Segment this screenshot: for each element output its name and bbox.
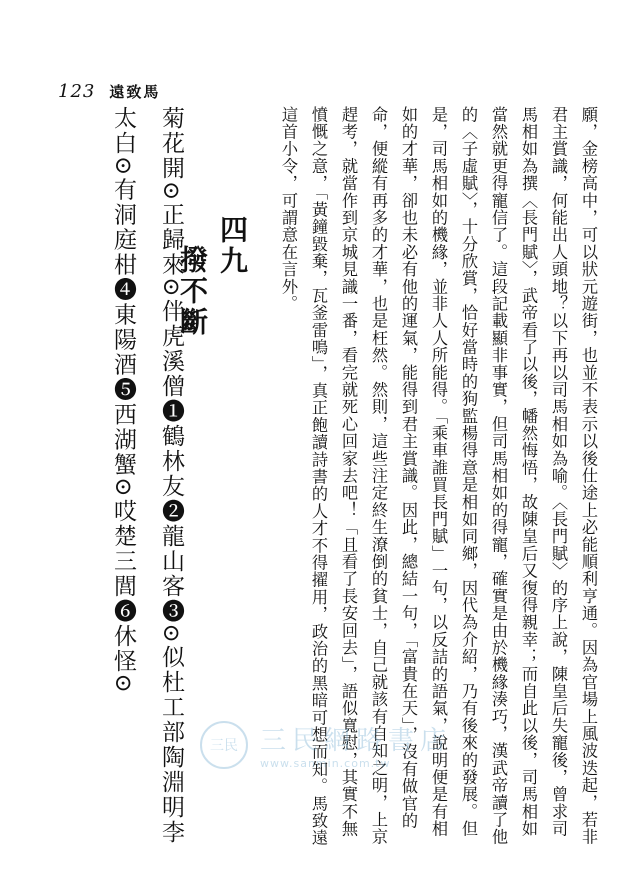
watermark-url: www.sanmin.com.tw bbox=[260, 757, 391, 770]
poem-line: 太白⊙有洞庭柑❹東陽酒❺西湖蟹⊙哎楚三閭❻休怪⊙ bbox=[110, 106, 136, 695]
watermark-seal-icon: 三民 bbox=[200, 721, 248, 769]
poem-line: 菊花開⊙正歸來⊙伴虎溪僧❶鶴林友❷龍山客❸⊙似杜工部陶淵明李 bbox=[158, 106, 184, 845]
page-number: 123 bbox=[58, 80, 96, 102]
watermark bbox=[200, 715, 500, 775]
watermark-name: 三民網路書店 bbox=[260, 726, 453, 756]
running-title: 遠致馬 bbox=[109, 82, 161, 101]
page-header bbox=[58, 80, 160, 102]
poem-text bbox=[95, 106, 195, 864]
section-number: 四九 bbox=[216, 215, 249, 277]
section-title: 撥不斷 bbox=[176, 245, 209, 338]
section-heading bbox=[176, 215, 252, 375]
commentary-paragraph: 願，金榜高中，可以狀元遊街，也並不表示以後仕途上必能順利亨通。因為官場上風波迭起，若非君主賞識，何能出人頭地？以下再以司馬相如為喻。〈長門賦〉的序上說，陳皇后失寵後，曾求司馬相如為撰〈長門賦〉，武帝看了以後，幡然悔悟，故陳皇后又復得親幸；而自此以後，司馬相如當然就更得寵信了。這段記載顯非事實，但司馬相如的得寵，確實是由於機緣湊巧，漢武帝讀了他的〈子虛賦〉，十分欣賞，恰好當時的狗監楊得意是相如同鄉，因代為介紹，乃有後來的發展。但是，司馬相如的機緣，並非人人所能得。「乘車誰買長門賦」一句，以反詰的語氣，說明便是有相如的才華，卻也未必有他的運氣，能得到君主賞識。因此，總結一句，「富貴在天」，沒有做官的命，便縱有再多的才華，也是枉然。然則，這些注定終生潦倒的貧士，自己就該有自知之明，上京趕考，就當作到京城見識一番，看完就死心回家去吧！「且看了長安回去」，語似寬慰，其實不無憤慨之意，「黃鐘毀棄，瓦釜雷鳴」，真正飽讀詩書的人才不得擢用，政治的黑暗可想而知。馬致遠這首小令，可謂意在言外。 bbox=[279, 106, 598, 847]
